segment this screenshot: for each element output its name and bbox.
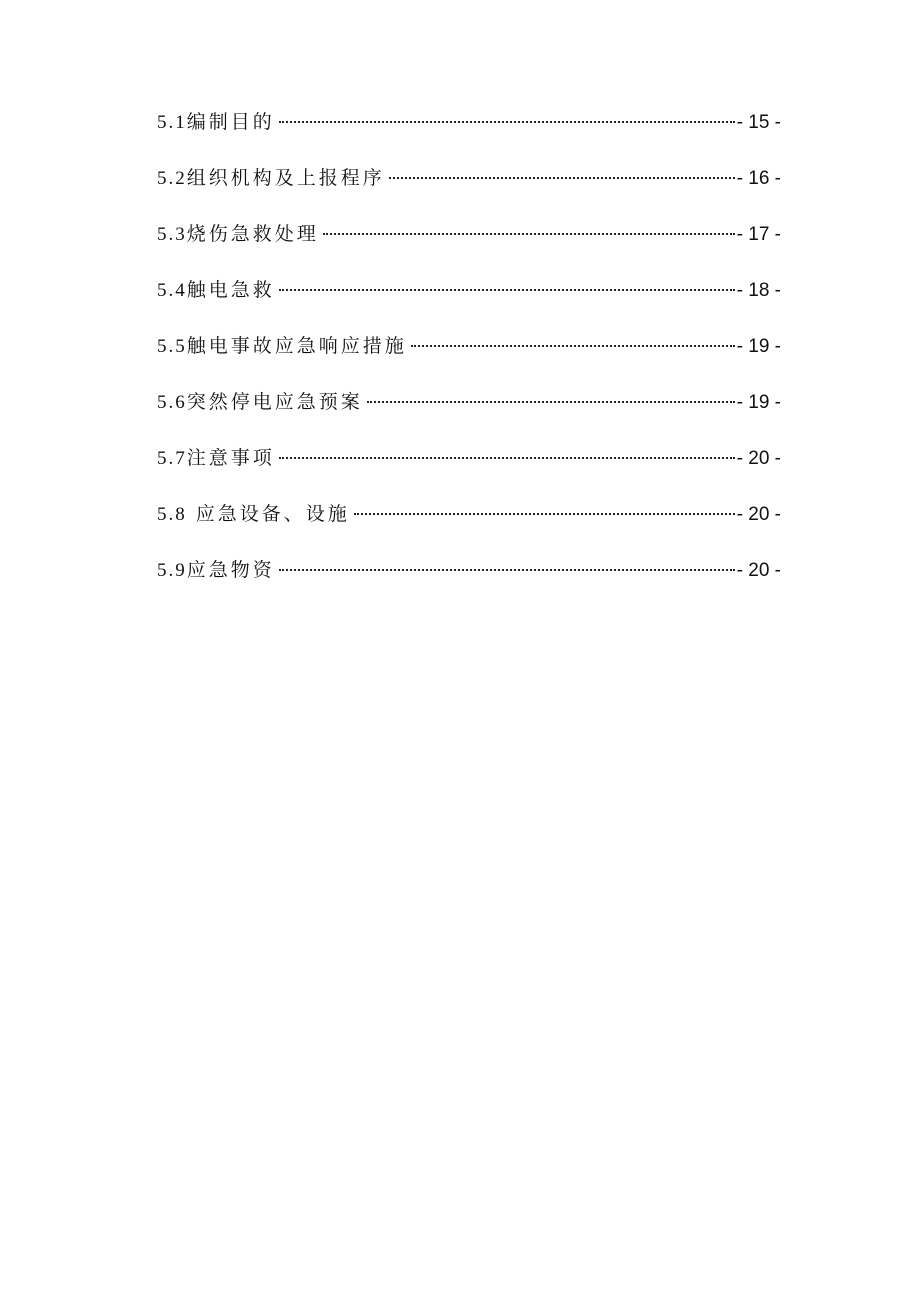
entry-number: 5.1 (157, 112, 187, 133)
entry-number: 5.4 (157, 280, 187, 301)
entry-number: 5.6 (157, 392, 187, 413)
entry-page-number: - 19 - (736, 336, 781, 357)
dot-leader (279, 457, 735, 459)
entry-page-number: - 20 - (736, 448, 781, 469)
dot-leader (279, 569, 735, 571)
entry-title: 组织机构及上报程序 (186, 167, 385, 189)
toc-entry-5-5[interactable] (157, 332, 781, 388)
entry-title: 注意事项 (186, 447, 275, 469)
entry-number: 5.9 (157, 560, 187, 581)
dot-leader (411, 345, 735, 347)
entry-page-number: - 19 - (736, 392, 781, 413)
dot-leader (279, 289, 735, 291)
entry-title: 突然停电应急预案 (186, 391, 363, 413)
entry-title: 烧伤急救处理 (186, 223, 319, 245)
dot-leader (389, 177, 735, 179)
entry-number: 5.7 (157, 448, 187, 469)
entry-number: 5.5 (157, 336, 187, 357)
entry-page-number: - 15 - (736, 112, 781, 133)
entry-page-number: - 17 - (736, 224, 781, 245)
entry-number: 5.2 (157, 168, 187, 189)
toc-entry-5-4[interactable] (157, 276, 781, 332)
table-of-contents (157, 108, 781, 612)
toc-entry-5-3[interactable] (157, 220, 781, 276)
entry-title: 应急物资 (186, 559, 275, 581)
entry-number: 5.3 (157, 224, 187, 245)
entry-page-number: - 16 - (736, 168, 781, 189)
entry-title: 触电急救 (186, 279, 275, 301)
toc-entry-5-8[interactable] (157, 500, 781, 556)
entry-page-number: - 20 - (736, 504, 781, 525)
entry-title: 触电事故应急响应措施 (186, 335, 407, 357)
entry-number: 5.8 (157, 504, 187, 525)
entry-title: 编制目的 (186, 111, 275, 133)
dot-leader (354, 513, 735, 515)
dot-leader (323, 233, 735, 235)
toc-entry-5-2[interactable] (157, 164, 781, 220)
entry-page-number: - 20 - (736, 560, 781, 581)
toc-entry-5-6[interactable] (157, 388, 781, 444)
entry-title: 应急设备、设施 (186, 503, 350, 525)
toc-entry-5-7[interactable] (157, 444, 781, 500)
toc-entry-5-9[interactable] (157, 556, 781, 612)
dot-leader (279, 121, 735, 123)
dot-leader (367, 401, 735, 403)
entry-page-number: - 18 - (736, 280, 781, 301)
toc-entry-5-1[interactable] (157, 108, 781, 164)
